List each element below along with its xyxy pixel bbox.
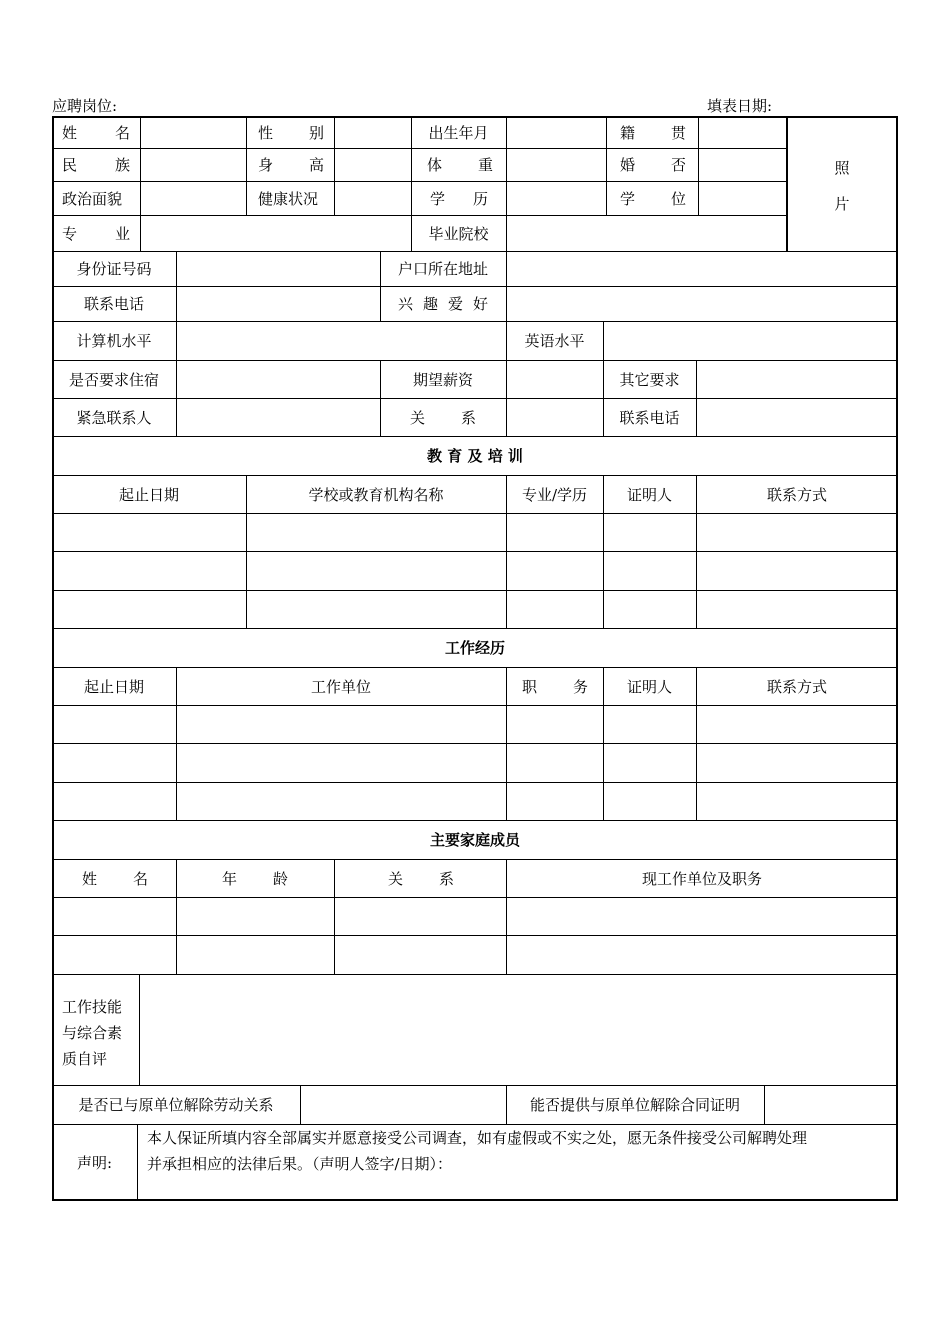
declaration-text: 本人保证所填内容全部属实并愿意接受公司调查，如有虚假或不实之处，愿无条件接受公司解聘处理 并承担相应的法律后果。（声明人签字/日期）： (147, 1129, 808, 1173)
grid-line (698, 116, 699, 215)
emergency-phone-label: 联系电话 (619, 408, 680, 427)
weight-label: 体 重 (427, 156, 493, 174)
family-section-title: 主要家庭成员 (429, 831, 520, 849)
grid-line (506, 360, 507, 436)
grid-line (52, 743, 898, 744)
lodging-label: 是否要求住宿 (68, 370, 159, 389)
education-section-title: 教 育 及 培 训 (427, 447, 523, 465)
grid-line (140, 116, 141, 251)
political-status-label: 政治面貌 (62, 189, 123, 208)
english-level-label: 英语水平 (524, 332, 585, 350)
family-col-relation: 关 系 (388, 869, 454, 888)
position-label: 应聘岗位: (52, 97, 118, 115)
family-col-employer: 现工作单位及职务 (641, 869, 762, 888)
major-label: 专 业 (62, 224, 130, 243)
grid-line (137, 1124, 138, 1201)
fill-date-label: 填表日期: (707, 97, 773, 115)
work-col-position: 职 务 (522, 677, 588, 696)
health-status-label: 健康状况 (258, 189, 319, 208)
grid-line (52, 974, 898, 975)
edu-col-major: 专业/学历 (521, 485, 588, 504)
grid-line (52, 782, 898, 783)
work-col-employer: 工作单位 (310, 677, 371, 696)
education-label: 学 历 (430, 189, 488, 208)
self-evaluation-label: 工作技能 与综合素 质自评 (62, 998, 123, 1068)
height-label: 身 高 (258, 156, 324, 174)
graduate-school-label: 毕业院校 (428, 224, 489, 243)
grid-line (506, 667, 507, 820)
labor-relation-terminated-label: 是否已与原单位解除劳动关系 (78, 1096, 274, 1114)
grid-line (52, 513, 898, 514)
work-col-contact: 联系方式 (766, 677, 827, 696)
computer-level-label: 计算机水平 (76, 332, 152, 350)
emergency-contact-label: 紧急联系人 (76, 408, 152, 427)
grid-line (176, 859, 177, 974)
grid-line (52, 551, 898, 552)
ethnicity-label: 民 族 (62, 156, 130, 174)
grid-line (696, 360, 697, 436)
photo-placeholder: 照 片 (834, 159, 850, 213)
grid-line (52, 590, 898, 591)
declaration-label: 声明: (76, 1154, 113, 1172)
id-number-label: 身份证号码 (76, 260, 152, 278)
expected-salary-label: 期望薪资 (412, 370, 473, 389)
grid-line (52, 935, 898, 936)
phone-label: 联系电话 (83, 295, 144, 313)
grid-line (52, 321, 898, 322)
grid-line (52, 897, 898, 898)
grid-line (176, 321, 177, 360)
birth-date-label: 出生年月 (428, 123, 489, 142)
grid-line (246, 116, 247, 215)
grid-line (52, 705, 898, 706)
other-requirements-label: 其它要求 (619, 370, 680, 389)
native-place-label: 籍 贯 (620, 123, 686, 142)
gender-label: 性 别 (258, 123, 324, 142)
grid-line (334, 116, 335, 215)
grid-line (764, 1085, 765, 1124)
grid-line (506, 116, 507, 251)
work-col-dates: 起止日期 (83, 677, 144, 696)
work-col-reference: 证明人 (626, 677, 672, 696)
name-label: 姓 名 (62, 123, 130, 142)
grid-line (176, 251, 177, 321)
grid-line (506, 251, 507, 321)
grid-line (603, 321, 604, 360)
household-address-label: 户口所在地址 (397, 260, 488, 278)
degree-label: 学 位 (620, 189, 686, 208)
hobby-label: 兴 趣 爱 好 (398, 295, 488, 313)
edu-col-reference: 证明人 (626, 485, 672, 504)
family-col-age: 年 龄 (222, 869, 288, 888)
edu-col-school: 学校或教育机构名称 (308, 485, 444, 504)
grid-line (176, 360, 177, 436)
termination-proof-label: 能否提供与原单位解除合同证明 (529, 1096, 740, 1114)
relation-label: 关 系 (410, 408, 476, 427)
grid-line (334, 859, 335, 974)
marital-status-label: 婚 否 (620, 156, 686, 174)
family-col-name: 姓 名 (82, 869, 148, 888)
grid-line (606, 116, 607, 215)
work-section-title: 工作经历 (444, 639, 505, 657)
edu-col-dates: 起止日期 (118, 485, 179, 504)
edu-col-contact: 联系方式 (766, 485, 827, 504)
grid-line (300, 1085, 301, 1124)
